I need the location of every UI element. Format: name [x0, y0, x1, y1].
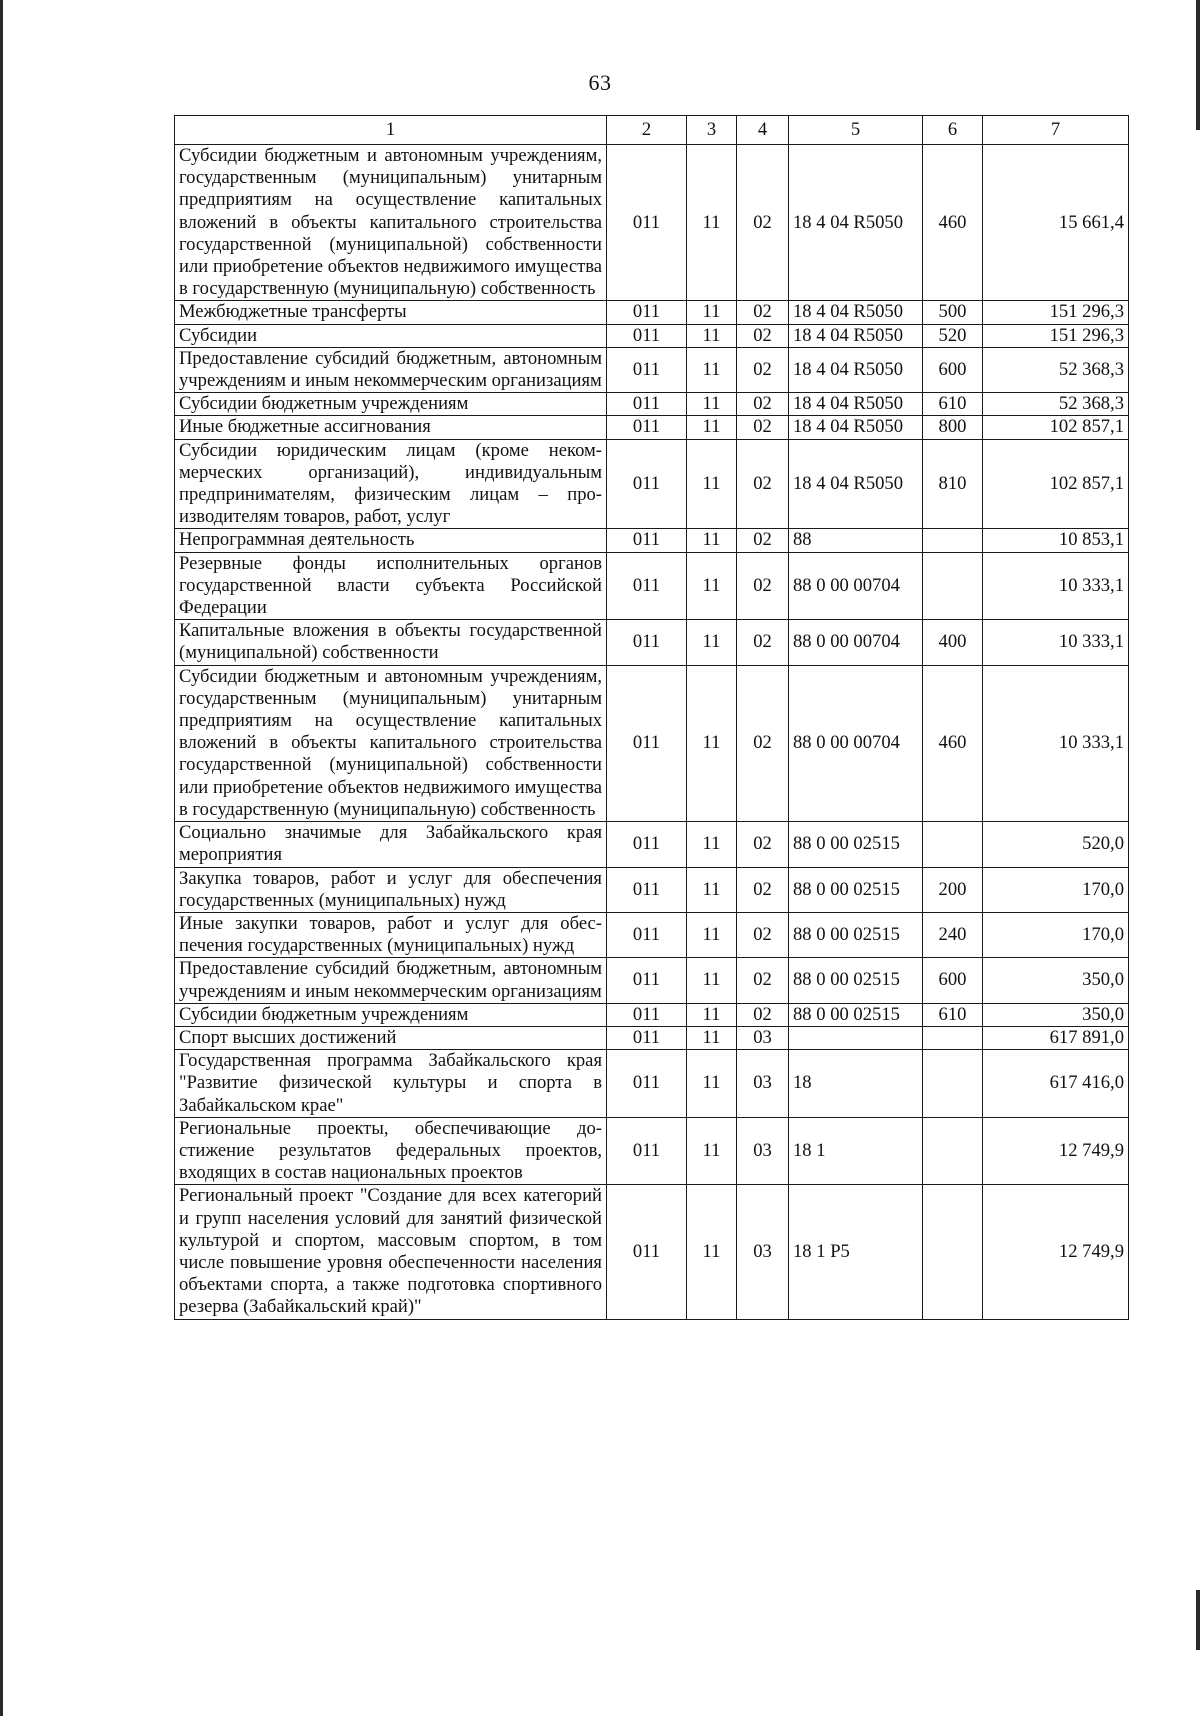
cell-expense-type: 600: [923, 347, 983, 392]
table-row: [175, 529, 1129, 552]
cell-expense-type: 610: [923, 1003, 983, 1026]
cell-expense-type: 240: [923, 912, 983, 957]
scan-edge-left: [0, 0, 3, 1716]
cell-subsection-code: 02: [737, 1003, 789, 1026]
cell-section-code: 11: [687, 620, 737, 665]
table-row: [175, 822, 1129, 867]
cell-ministry-code: 011: [607, 416, 687, 439]
cell-expense-type: [923, 552, 983, 620]
table-row: [175, 324, 1129, 347]
table-row: [175, 301, 1129, 324]
cell-section-code: 11: [687, 1185, 737, 1319]
table-row: [175, 867, 1129, 912]
cell-section-code: 11: [687, 867, 737, 912]
cell-section-code: 11: [687, 145, 737, 301]
cell-amount: 102 857,1: [983, 416, 1129, 439]
cell-expense-type: 200: [923, 867, 983, 912]
cell-name: Региональные проекты, обеспечивающие достижение результатов федеральных проектов, входящих в состав национальных проектов: [175, 1117, 607, 1185]
cell-section-code: 11: [687, 1026, 737, 1049]
table-row: [175, 1026, 1129, 1049]
cell-ministry-code: 011: [607, 347, 687, 392]
cell-ministry-code: 011: [607, 1185, 687, 1319]
cell-subsection-code: 02: [737, 393, 789, 416]
cell-section-code: 11: [687, 665, 737, 821]
cell-section-code: 11: [687, 1117, 737, 1185]
cell-expense-type: [923, 529, 983, 552]
table-row: [175, 620, 1129, 665]
header-col-6: 6: [923, 116, 983, 145]
cell-subsection-code: 03: [737, 1026, 789, 1049]
cell-subsection-code: 02: [737, 822, 789, 867]
header-col-1: 1: [175, 116, 607, 145]
cell-expense-type: 600: [923, 958, 983, 1003]
table-row: [175, 416, 1129, 439]
cell-ministry-code: 011: [607, 301, 687, 324]
cell-subsection-code: 02: [737, 324, 789, 347]
cell-ministry-code: 011: [607, 822, 687, 867]
cell-subsection-code: 02: [737, 867, 789, 912]
cell-amount: 10 853,1: [983, 529, 1129, 552]
cell-expense-type: 460: [923, 665, 983, 821]
cell-name: Субсидии бюджетным и автономным учреждениям, государственным (муниципальным) унитарным предприятиям на осуществление капитальных вложений в объекты капитального строительства государственной (муниципальной) собственности или приобретение объектов недвижимого имущества в государственную (муниципальную) собственность: [175, 145, 607, 301]
cell-target-article: 18 4 04 R5050: [789, 347, 923, 392]
cell-ministry-code: 011: [607, 529, 687, 552]
cell-section-code: 11: [687, 552, 737, 620]
cell-expense-type: [923, 822, 983, 867]
cell-section-code: 11: [687, 393, 737, 416]
table-row: [175, 439, 1129, 529]
cell-ministry-code: 011: [607, 1003, 687, 1026]
cell-subsection-code: 03: [737, 1185, 789, 1319]
cell-name: Субсидии: [175, 324, 607, 347]
cell-expense-type: 400: [923, 620, 983, 665]
header-col-2: 2: [607, 116, 687, 145]
table-row: [175, 958, 1129, 1003]
cell-expense-type: 500: [923, 301, 983, 324]
cell-expense-type: [923, 1117, 983, 1185]
cell-ministry-code: 011: [607, 324, 687, 347]
scan-edge-right-top: [1196, 0, 1200, 130]
cell-section-code: 11: [687, 912, 737, 957]
cell-target-article: 88 0 00 02515: [789, 1003, 923, 1026]
cell-expense-type: [923, 1026, 983, 1049]
cell-expense-type: [923, 1185, 983, 1319]
cell-target-article: 18 4 04 R5050: [789, 145, 923, 301]
table-body: [175, 145, 1129, 1320]
cell-name: Субсидии бюджетным учреждениям: [175, 393, 607, 416]
cell-subsection-code: 02: [737, 529, 789, 552]
cell-ministry-code: 011: [607, 393, 687, 416]
cell-ministry-code: 011: [607, 958, 687, 1003]
cell-expense-type: [923, 1050, 983, 1118]
table-row: [175, 145, 1129, 301]
cell-section-code: 11: [687, 1050, 737, 1118]
page-number: 63: [588, 70, 612, 95]
cell-name: Спорт высших достижений: [175, 1026, 607, 1049]
cell-amount: 10 333,1: [983, 620, 1129, 665]
cell-target-article: 88 0 00 00704: [789, 665, 923, 821]
cell-name: Резервные фонды исполнительных органов государственной власти субъекта Российской Федерации: [175, 552, 607, 620]
table-row: [175, 1117, 1129, 1185]
cell-expense-type: 610: [923, 393, 983, 416]
cell-amount: 617 416,0: [983, 1050, 1129, 1118]
cell-target-article: 18 4 04 R5050: [789, 301, 923, 324]
cell-name: Непрограммная деятельность: [175, 529, 607, 552]
table-row: [175, 1003, 1129, 1026]
cell-ministry-code: 011: [607, 145, 687, 301]
cell-subsection-code: 02: [737, 439, 789, 529]
cell-target-article: 88 0 00 02515: [789, 958, 923, 1003]
cell-expense-type: 460: [923, 145, 983, 301]
cell-target-article: 88 0 00 00704: [789, 620, 923, 665]
cell-target-article: 88 0 00 02515: [789, 867, 923, 912]
cell-section-code: 11: [687, 324, 737, 347]
cell-name: Региональный проект "Создание для всех категорий и групп населения условий для занятий физической культурой и спортом, массовым спортом, в том числе повышение уровня обеспеченности населения объектами спорта, а также подготовка спортивного резерва (Забайкальский край)": [175, 1185, 607, 1319]
cell-subsection-code: 02: [737, 958, 789, 1003]
cell-ministry-code: 011: [607, 1026, 687, 1049]
cell-target-article: 18 4 04 R5050: [789, 324, 923, 347]
cell-amount: 15 661,4: [983, 145, 1129, 301]
table-row: [175, 347, 1129, 392]
cell-section-code: 11: [687, 439, 737, 529]
cell-amount: 520,0: [983, 822, 1129, 867]
cell-target-article: 18 1: [789, 1117, 923, 1185]
cell-amount: 12 749,9: [983, 1185, 1129, 1319]
cell-subsection-code: 02: [737, 301, 789, 324]
cell-section-code: 11: [687, 1003, 737, 1026]
header-col-5: 5: [789, 116, 923, 145]
cell-ministry-code: 011: [607, 1050, 687, 1118]
cell-target-article: 18: [789, 1050, 923, 1118]
cell-target-article: 18 4 04 R5050: [789, 416, 923, 439]
cell-subsection-code: 02: [737, 912, 789, 957]
cell-section-code: 11: [687, 416, 737, 439]
cell-subsection-code: 02: [737, 416, 789, 439]
cell-target-article: 18 4 04 R5050: [789, 439, 923, 529]
cell-amount: 10 333,1: [983, 665, 1129, 821]
cell-amount: 170,0: [983, 912, 1129, 957]
header-col-7: 7: [983, 116, 1129, 145]
cell-subsection-code: 03: [737, 1117, 789, 1185]
cell-subsection-code: 02: [737, 145, 789, 301]
cell-section-code: 11: [687, 347, 737, 392]
table-row: [175, 393, 1129, 416]
cell-name: Межбюджетные трансферты: [175, 301, 607, 324]
header-col-4: 4: [737, 116, 789, 145]
cell-name: Социально значимые для Забайкальского края мероприятия: [175, 822, 607, 867]
cell-section-code: 11: [687, 958, 737, 1003]
cell-amount: 10 333,1: [983, 552, 1129, 620]
cell-ministry-code: 011: [607, 912, 687, 957]
cell-amount: 151 296,3: [983, 301, 1129, 324]
cell-section-code: 11: [687, 301, 737, 324]
cell-amount: 617 891,0: [983, 1026, 1129, 1049]
cell-subsection-code: 02: [737, 347, 789, 392]
header-col-3: 3: [687, 116, 737, 145]
table-row: [175, 552, 1129, 620]
cell-expense-type: 520: [923, 324, 983, 347]
cell-name: Субсидии бюджетным учреждениям: [175, 1003, 607, 1026]
cell-ministry-code: 011: [607, 1117, 687, 1185]
cell-section-code: 11: [687, 822, 737, 867]
cell-subsection-code: 03: [737, 1050, 789, 1118]
scan-edge-right-bottom: [1196, 1590, 1200, 1650]
cell-expense-type: 800: [923, 416, 983, 439]
cell-section-code: 11: [687, 529, 737, 552]
cell-target-article: 88: [789, 529, 923, 552]
cell-subsection-code: 02: [737, 552, 789, 620]
cell-target-article: 18 4 04 R5050: [789, 393, 923, 416]
cell-name: Предоставление субсидий бюджетным, автономным учреждениям и иным некоммерческим организациям: [175, 958, 607, 1003]
cell-name: Иные закупки товаров, работ и услуг для обеспечения государственных (муниципальных) нужд: [175, 912, 607, 957]
header-row: [175, 116, 1129, 145]
cell-name: Субсидии юридическим лицам (кроме некоммерческих организаций), индивидуальным предпринимателям, физическим лицам – производителям товаров, работ, услуг: [175, 439, 607, 529]
cell-target-article: 18 1 P5: [789, 1185, 923, 1319]
cell-name: Иные бюджетные ассигнования: [175, 416, 607, 439]
table-row: [175, 1185, 1129, 1319]
cell-amount: 170,0: [983, 867, 1129, 912]
cell-ministry-code: 011: [607, 867, 687, 912]
cell-amount: 350,0: [983, 958, 1129, 1003]
budget-table: [174, 115, 1129, 1320]
cell-amount: 350,0: [983, 1003, 1129, 1026]
cell-ministry-code: 011: [607, 620, 687, 665]
cell-name: Предоставление субсидий бюджетным, автономным учреждениям и иным некоммерческим организациям: [175, 347, 607, 392]
cell-ministry-code: 011: [607, 552, 687, 620]
cell-target-article: 88 0 00 02515: [789, 912, 923, 957]
table-row: [175, 1050, 1129, 1118]
cell-target-article: [789, 1026, 923, 1049]
cell-name: Государственная программа Забайкальского края "Развитие физической культуры и спорта в Забайкальском крае": [175, 1050, 607, 1118]
cell-target-article: 88 0 00 00704: [789, 552, 923, 620]
cell-target-article: 88 0 00 02515: [789, 822, 923, 867]
cell-amount: 52 368,3: [983, 393, 1129, 416]
table-row: [175, 912, 1129, 957]
cell-subsection-code: 02: [737, 665, 789, 821]
cell-name: Закупка товаров, работ и услуг для обеспечения государственных (муниципальных) нужд: [175, 867, 607, 912]
cell-subsection-code: 02: [737, 620, 789, 665]
cell-name: Субсидии бюджетным и автономным учреждениям, государственным (муниципальным) унитарным предприятиям на осуществление капитальных вложений в объекты капитального строительства государственной (муниципальной) собственности или приобретение объектов недвижимого имущества в государственную (муниципальную) собственность: [175, 665, 607, 821]
cell-amount: 102 857,1: [983, 439, 1129, 529]
cell-amount: 52 368,3: [983, 347, 1129, 392]
cell-name: Капитальные вложения в объекты государственной (муниципальной) собственности: [175, 620, 607, 665]
cell-ministry-code: 011: [607, 439, 687, 529]
cell-ministry-code: 011: [607, 665, 687, 821]
cell-expense-type: 810: [923, 439, 983, 529]
cell-amount: 12 749,9: [983, 1117, 1129, 1185]
table-row: [175, 665, 1129, 821]
cell-amount: 151 296,3: [983, 324, 1129, 347]
